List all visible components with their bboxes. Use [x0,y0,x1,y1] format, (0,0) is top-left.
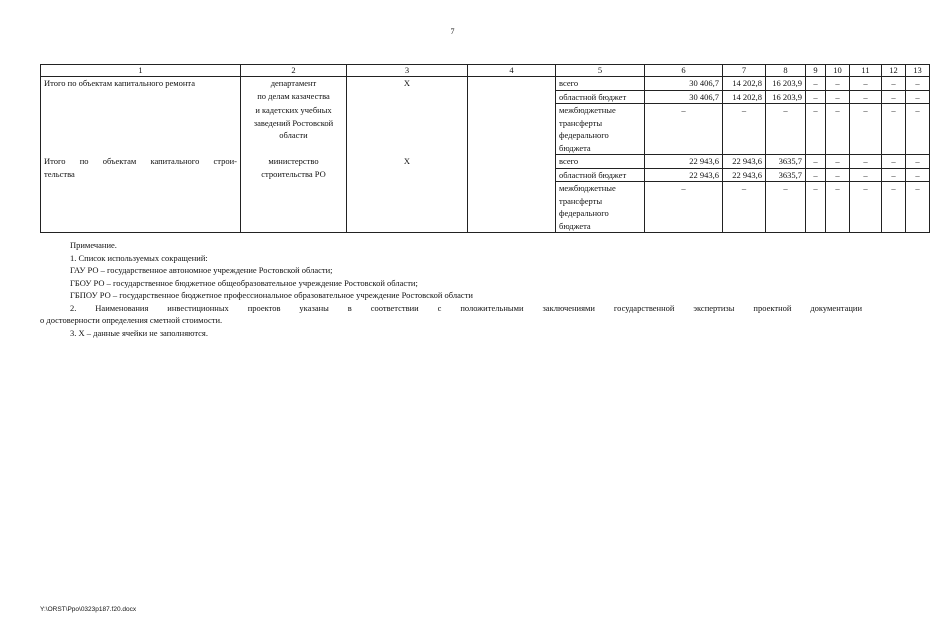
dash-cell: – [906,77,930,91]
col-header: 7 [723,65,766,77]
dash-cell: – [882,168,906,182]
dash-cell: – [906,168,930,182]
table-row [41,129,930,142]
x-cell: Х [347,77,468,91]
table-row [41,117,930,130]
note-2: 2. Наименования инвестиционных проектов указаны в соответствии с положительными заключениями государственной экспертизы проектной документации [70,302,862,313]
value-cell: 3635,7 [766,168,806,182]
org-line: и кадетских учебных [241,104,347,117]
dash-cell: – [766,182,806,195]
dash-cell: – [806,104,826,117]
org-line: заведений Ростовской [241,117,347,130]
investment-table [40,64,930,233]
notes-title: Примечание. [70,240,117,250]
dash-cell: – [826,168,850,182]
dash-cell: – [882,155,906,169]
value-cell: 14 202,8 [723,90,766,104]
col-header: 9 [806,65,826,77]
value-cell: 30 406,7 [645,77,723,91]
dash-cell: – [806,168,826,182]
org-line: области [241,129,347,142]
source-label: бюджета [556,142,645,155]
table-row [41,155,930,169]
table-row [41,90,930,104]
table-row [41,220,930,233]
org-line: департамент [241,77,347,91]
org-line: по делам казачества [241,90,347,104]
value-cell: 22 943,6 [723,168,766,182]
dash-cell: – [850,104,882,117]
notes-section [40,239,862,339]
col-header: 3 [347,65,468,77]
dash-cell: – [826,155,850,169]
col-header: 4 [468,65,556,77]
dash-cell: – [882,104,906,117]
org-line: строительства РО [241,168,347,182]
dash-cell: – [850,182,882,195]
table-row [41,168,930,182]
source-label: федерального [556,207,645,220]
value-cell: 30 406,7 [645,90,723,104]
dash-cell: – [806,90,826,104]
col-header: 1 [41,65,241,77]
row-name-cont: тельства [41,168,241,182]
dash-cell: – [906,90,930,104]
col-header: 6 [645,65,723,77]
dash-cell: – [806,155,826,169]
col-header: 13 [906,65,930,77]
note-3: 3. Х – данные ячейки не заполняются. [70,327,208,338]
dash-cell: – [826,104,850,117]
value-cell: 22 943,6 [645,168,723,182]
dash-cell: – [806,182,826,195]
col-header: 12 [882,65,906,77]
table-row [41,207,930,220]
note-2-cont: о достоверности определения сметной стоимости. [40,315,223,325]
col-header: 11 [850,65,882,77]
value-cell: 16 203,9 [766,77,806,91]
column-number-row [41,65,930,77]
org-line: министерство [241,155,347,169]
source-label: областной бюджет [556,168,645,182]
source-label: межбюджетные [556,182,645,195]
table-row [41,77,930,91]
dash-cell: – [906,182,930,195]
source-label: федерального [556,129,645,142]
dash-cell: – [826,182,850,195]
col-header: 10 [826,65,850,77]
dash-cell: – [645,104,723,117]
table-row [41,104,930,117]
col-header: 5 [556,65,645,77]
dash-cell: – [850,168,882,182]
dash-cell: – [850,155,882,169]
dash-cell: – [850,90,882,104]
dash-cell: – [882,182,906,195]
abbreviation-item: ГБПОУ РО – государственное бюджетное профессиональное образовательное учреждение Ростовской области [70,290,473,300]
value-cell: 22 943,6 [723,155,766,169]
dash-cell: – [806,77,826,91]
abbreviation-item: ГБОУ РО – государственное бюджетное общеобразовательное учреждение Ростовской области; [70,277,418,288]
value-cell: 22 943,6 [645,155,723,169]
dash-cell: – [723,104,766,117]
dash-cell: – [826,90,850,104]
value-cell: 3635,7 [766,155,806,169]
dash-cell: – [723,182,766,195]
row-name: Итого по объектам капитального ремонта [41,77,241,91]
table-row [41,142,930,155]
dash-cell: – [850,77,882,91]
source-label: областной бюджет [556,90,645,104]
dash-cell: – [645,182,723,195]
dash-cell: – [882,77,906,91]
value-cell: 14 202,8 [723,77,766,91]
table-row [41,182,930,195]
dash-cell: – [826,77,850,91]
col-header: 2 [241,65,347,77]
source-label: бюджета [556,220,645,233]
abbreviations-title: 1. Список используемых сокращений: [70,252,208,263]
source-label: трансферты [556,195,645,208]
dash-cell: – [882,90,906,104]
dash-cell: – [906,155,930,169]
source-label: всего [556,77,645,91]
source-label: межбюджетные [556,104,645,117]
source-label: всего [556,155,645,169]
x-cell: Х [347,155,468,169]
source-label: трансферты [556,117,645,130]
page-number: 7 [450,27,455,36]
col-header: 8 [766,65,806,77]
row-name: Итого по объектам капитального строи- [41,155,241,169]
value-cell: 16 203,9 [766,90,806,104]
abbreviation-item: ГАУ РО – государственное автономное учреждение Ростовской области; [70,265,333,275]
table-row [41,195,930,208]
dash-cell: – [766,104,806,117]
dash-cell: – [906,104,930,117]
file-path-footer: Y:\ORST\Ppo\0323p187.f20.docx [40,606,137,613]
